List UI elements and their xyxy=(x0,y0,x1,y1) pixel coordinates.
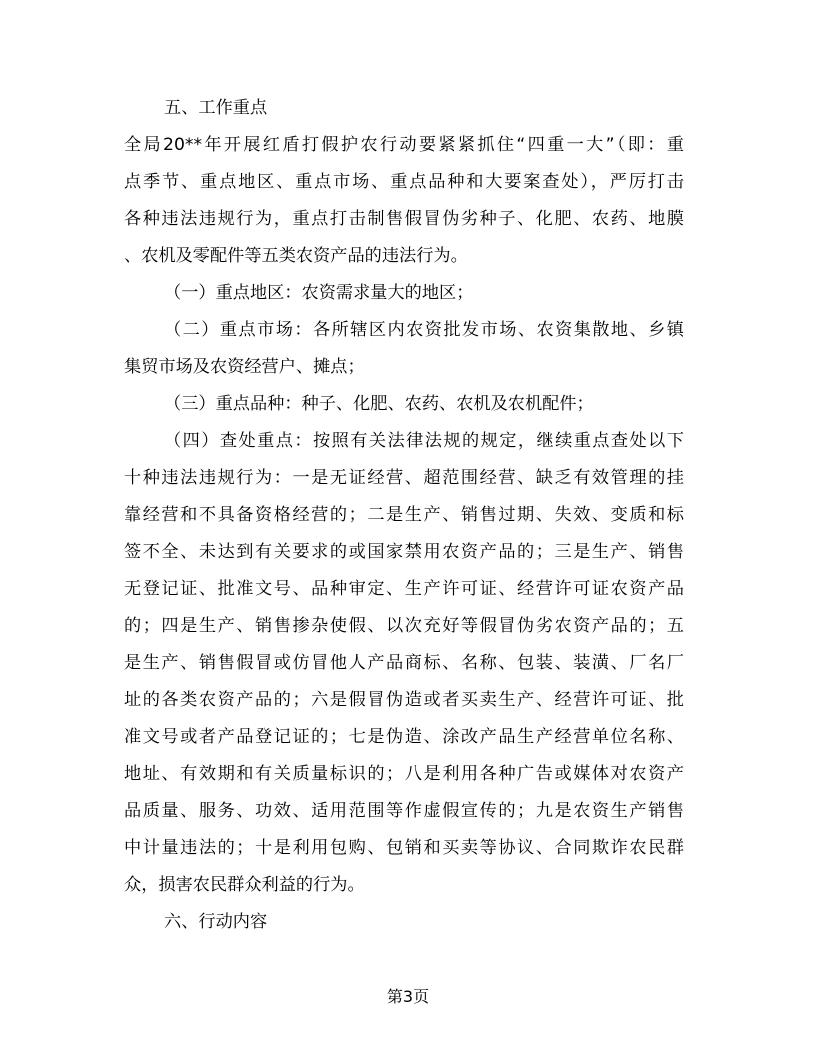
paragraph-line: 众，损害农民群众利益的行为。 xyxy=(124,875,365,895)
paragraph-line: 准文号或者产品登记证的；七是伪造、涂改产品生产经营单位名称、 xyxy=(124,727,684,747)
paragraph-line: 各种违法违规行为，重点打击制售假冒伪劣种子、化肥、农药、地膜 xyxy=(124,209,684,229)
paragraph-line: 靠经营和不具备资格经营的；二是生产、销售过期、失效、变质和标 xyxy=(124,505,684,525)
paragraph-line: 十种违法违规行为：一是无证经营、超范围经营、缺乏有效管理的挂 xyxy=(124,468,684,488)
paragraph-line: 集贸市场及农资经营户、摊点； xyxy=(124,357,365,377)
paragraph-line: 点季节、重点地区、重点市场、重点品种和大要案查处），严厉打击 xyxy=(124,172,684,192)
paragraph-line: 地址、有效期和有关质量标识的；八是利用各种广告或媒体对农资产 xyxy=(124,764,684,784)
paragraph-line: 、农机及零配件等五类农资产品的违法行为。 xyxy=(124,246,468,266)
paragraph-line: 的；四是生产、销售掺杂使假、以次充好等假冒伪劣农资产品的；五 xyxy=(124,616,684,636)
section-heading-6: 六、行动内容 xyxy=(164,912,268,932)
list-item-1: （一）重点地区：农资需求量大的地区； xyxy=(164,283,474,303)
list-item-3: （三）重点品种：种子、化肥、农药、农机及农机配件； xyxy=(164,394,594,414)
paragraph-line: 全局20**年开展红盾打假护农行动要紧紧抓住“四重一大”（即：重 xyxy=(124,135,684,155)
paragraph-line: 址的各类农资产品的；六是假冒伪造或者买卖生产、经营许可证、批 xyxy=(124,690,684,710)
section-heading-5: 五、工作重点 xyxy=(164,98,268,118)
list-item-4: （四）查处重点：按照有关法律法规的规定，继续重点查处以下 xyxy=(164,431,684,451)
paragraph-line: 中计量违法的；十是利用包购、包销和买卖等协议、合同欺诈农民群 xyxy=(124,838,684,858)
paragraph-line: 是生产、销售假冒或仿冒他人产品商标、名称、包装、装潢、厂名厂 xyxy=(124,653,684,673)
paragraph-line: 品质量、服务、功效、适用范围等作虚假宣传的；九是农资生产销售 xyxy=(124,801,684,821)
list-item-2: （二）重点市场：各所辖区内农资批发市场、农资集散地、乡镇 xyxy=(164,320,684,340)
paragraph-line: 签不全、未达到有关要求的或国家禁用农资产品的；三是生产、销售 xyxy=(124,542,684,562)
page-number: 第3页 xyxy=(386,987,430,1006)
paragraph-line: 无登记证、批准文号、品种审定、生产许可证、经营许可证农资产品 xyxy=(124,579,684,599)
